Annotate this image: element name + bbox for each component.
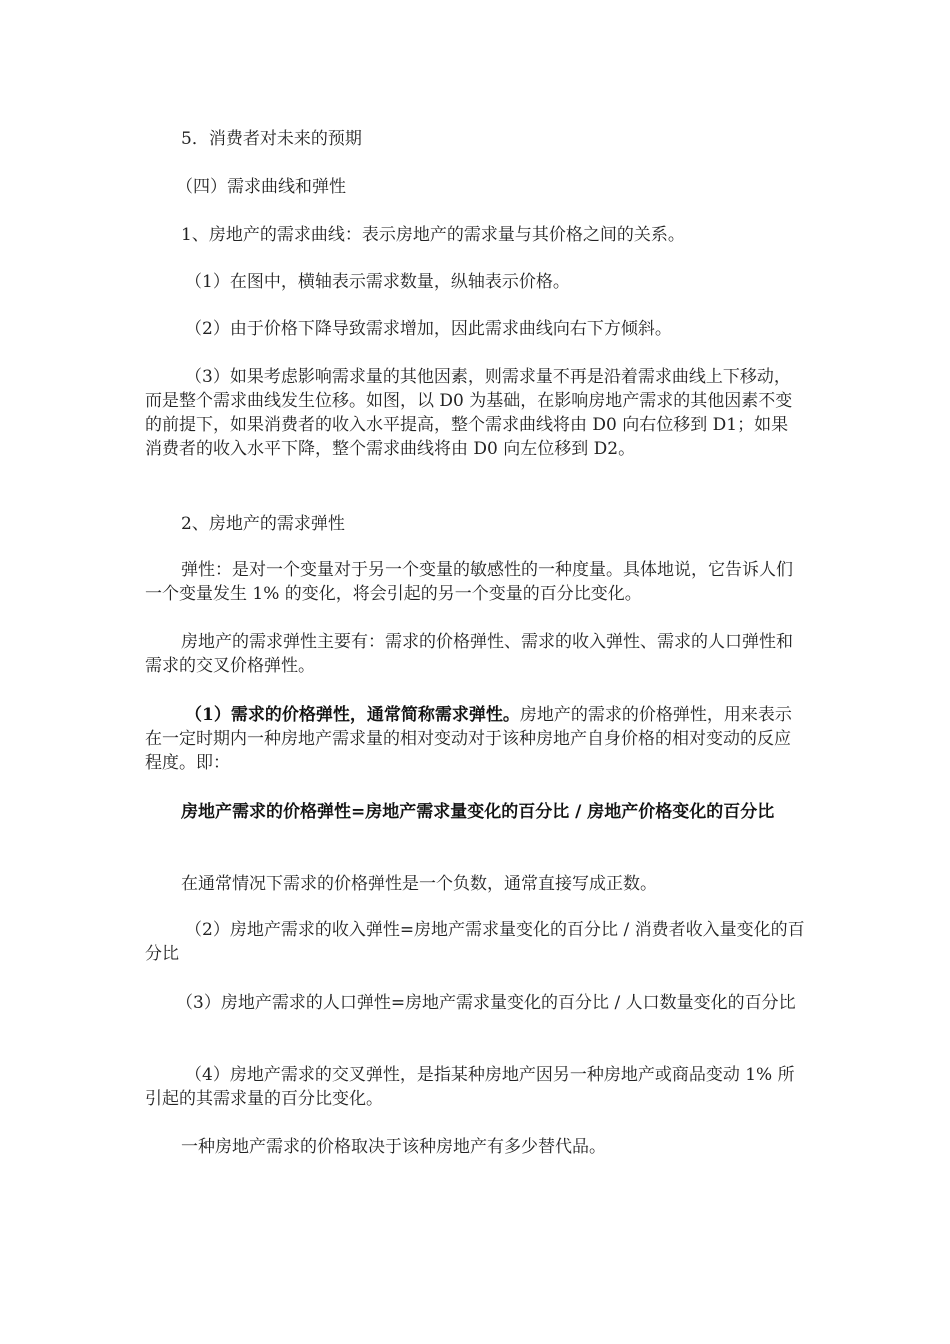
paragraph-elasticity-types: 房地产的需求弹性主要有：需求的价格弹性、需求的收入弹性、需求的人口弹性和需求的交叉价格弹性。 (145, 632, 793, 676)
paragraph-consumer-expectation: 5．消费者对未来的预期 (181, 129, 362, 149)
paragraph-substitutes: 一种房地产需求的价格取决于该种房地产有多少替代品。 (181, 1137, 606, 1157)
formula-income-elasticity: （2）房地产需求的收入弹性=房地产需求量变化的百分比 / 消费者收入量变化的百分比 (145, 920, 805, 964)
paragraph-demand-curve-definition: 1、房地产的需求曲线：表示房地产的需求量与其价格之间的关系。 (181, 225, 685, 245)
paragraph-axis-description: （1）在图中，横轴表示需求数量，纵轴表示价格。 (185, 272, 570, 292)
paragraph-negative-elasticity-note: 在通常情况下需求的价格弹性是一个负数，通常直接写成正数。 (181, 874, 657, 894)
section-heading-demand-elasticity: 2、房地产的需求弹性 (181, 514, 345, 534)
section-heading-demand-curve-elasticity: （四）需求曲线和弹性 (176, 177, 346, 197)
price-elasticity-description: 房地产的需求的价格弹性，用来表示在一定时期内一种房地产需求量的相对变动对于该种房地产自身价格的相对变动的反应程度。即： (145, 705, 792, 773)
paragraph-curve-shift: （3）如果考虑影响需求量的其他因素，则需求量不再是沿着需求曲线上下移动，而是整个需求曲线发生位移。如图，以 D0 为基础，在影响房地产需求的其他因素不变的前提下，如果消费者的收入水平提高，整个需求曲线将由 D0 向右位移到 D1；如果消费者的收入水平下降，整个需求曲线将由 D0 向左位移到 D2。 (145, 367, 793, 459)
paragraph-cross-elasticity: （4）房地产需求的交叉弹性，是指某种房地产因另一种房地产或商品变动 1% 所引起的其需求量的百分比变化。 (145, 1065, 795, 1109)
paragraph-price-elasticity (145, 703, 805, 775)
formula-population-elasticity: （3）房地产需求的人口弹性=房地产需求量变化的百分比 / 人口数量变化的百分比 (176, 993, 796, 1013)
paragraph-curve-slope: （2）由于价格下降导致需求增加，因此需求曲线向右下方倾斜。 (185, 319, 672, 339)
paragraph-elasticity-definition: 弹性：是对一个变量对于另一个变量的敏感性的一种度量。具体地说，它告诉人们一个变量发生 1% 的变化，将会引起的另一个变量的百分比变化。 (145, 560, 793, 604)
formula-price-elasticity: 房地产需求的价格弹性=房地产需求量变化的百分比 / 房地产价格变化的百分比 (181, 802, 775, 822)
price-elasticity-heading: （1）需求的价格弹性，通常简称需求弹性。 (185, 705, 520, 725)
